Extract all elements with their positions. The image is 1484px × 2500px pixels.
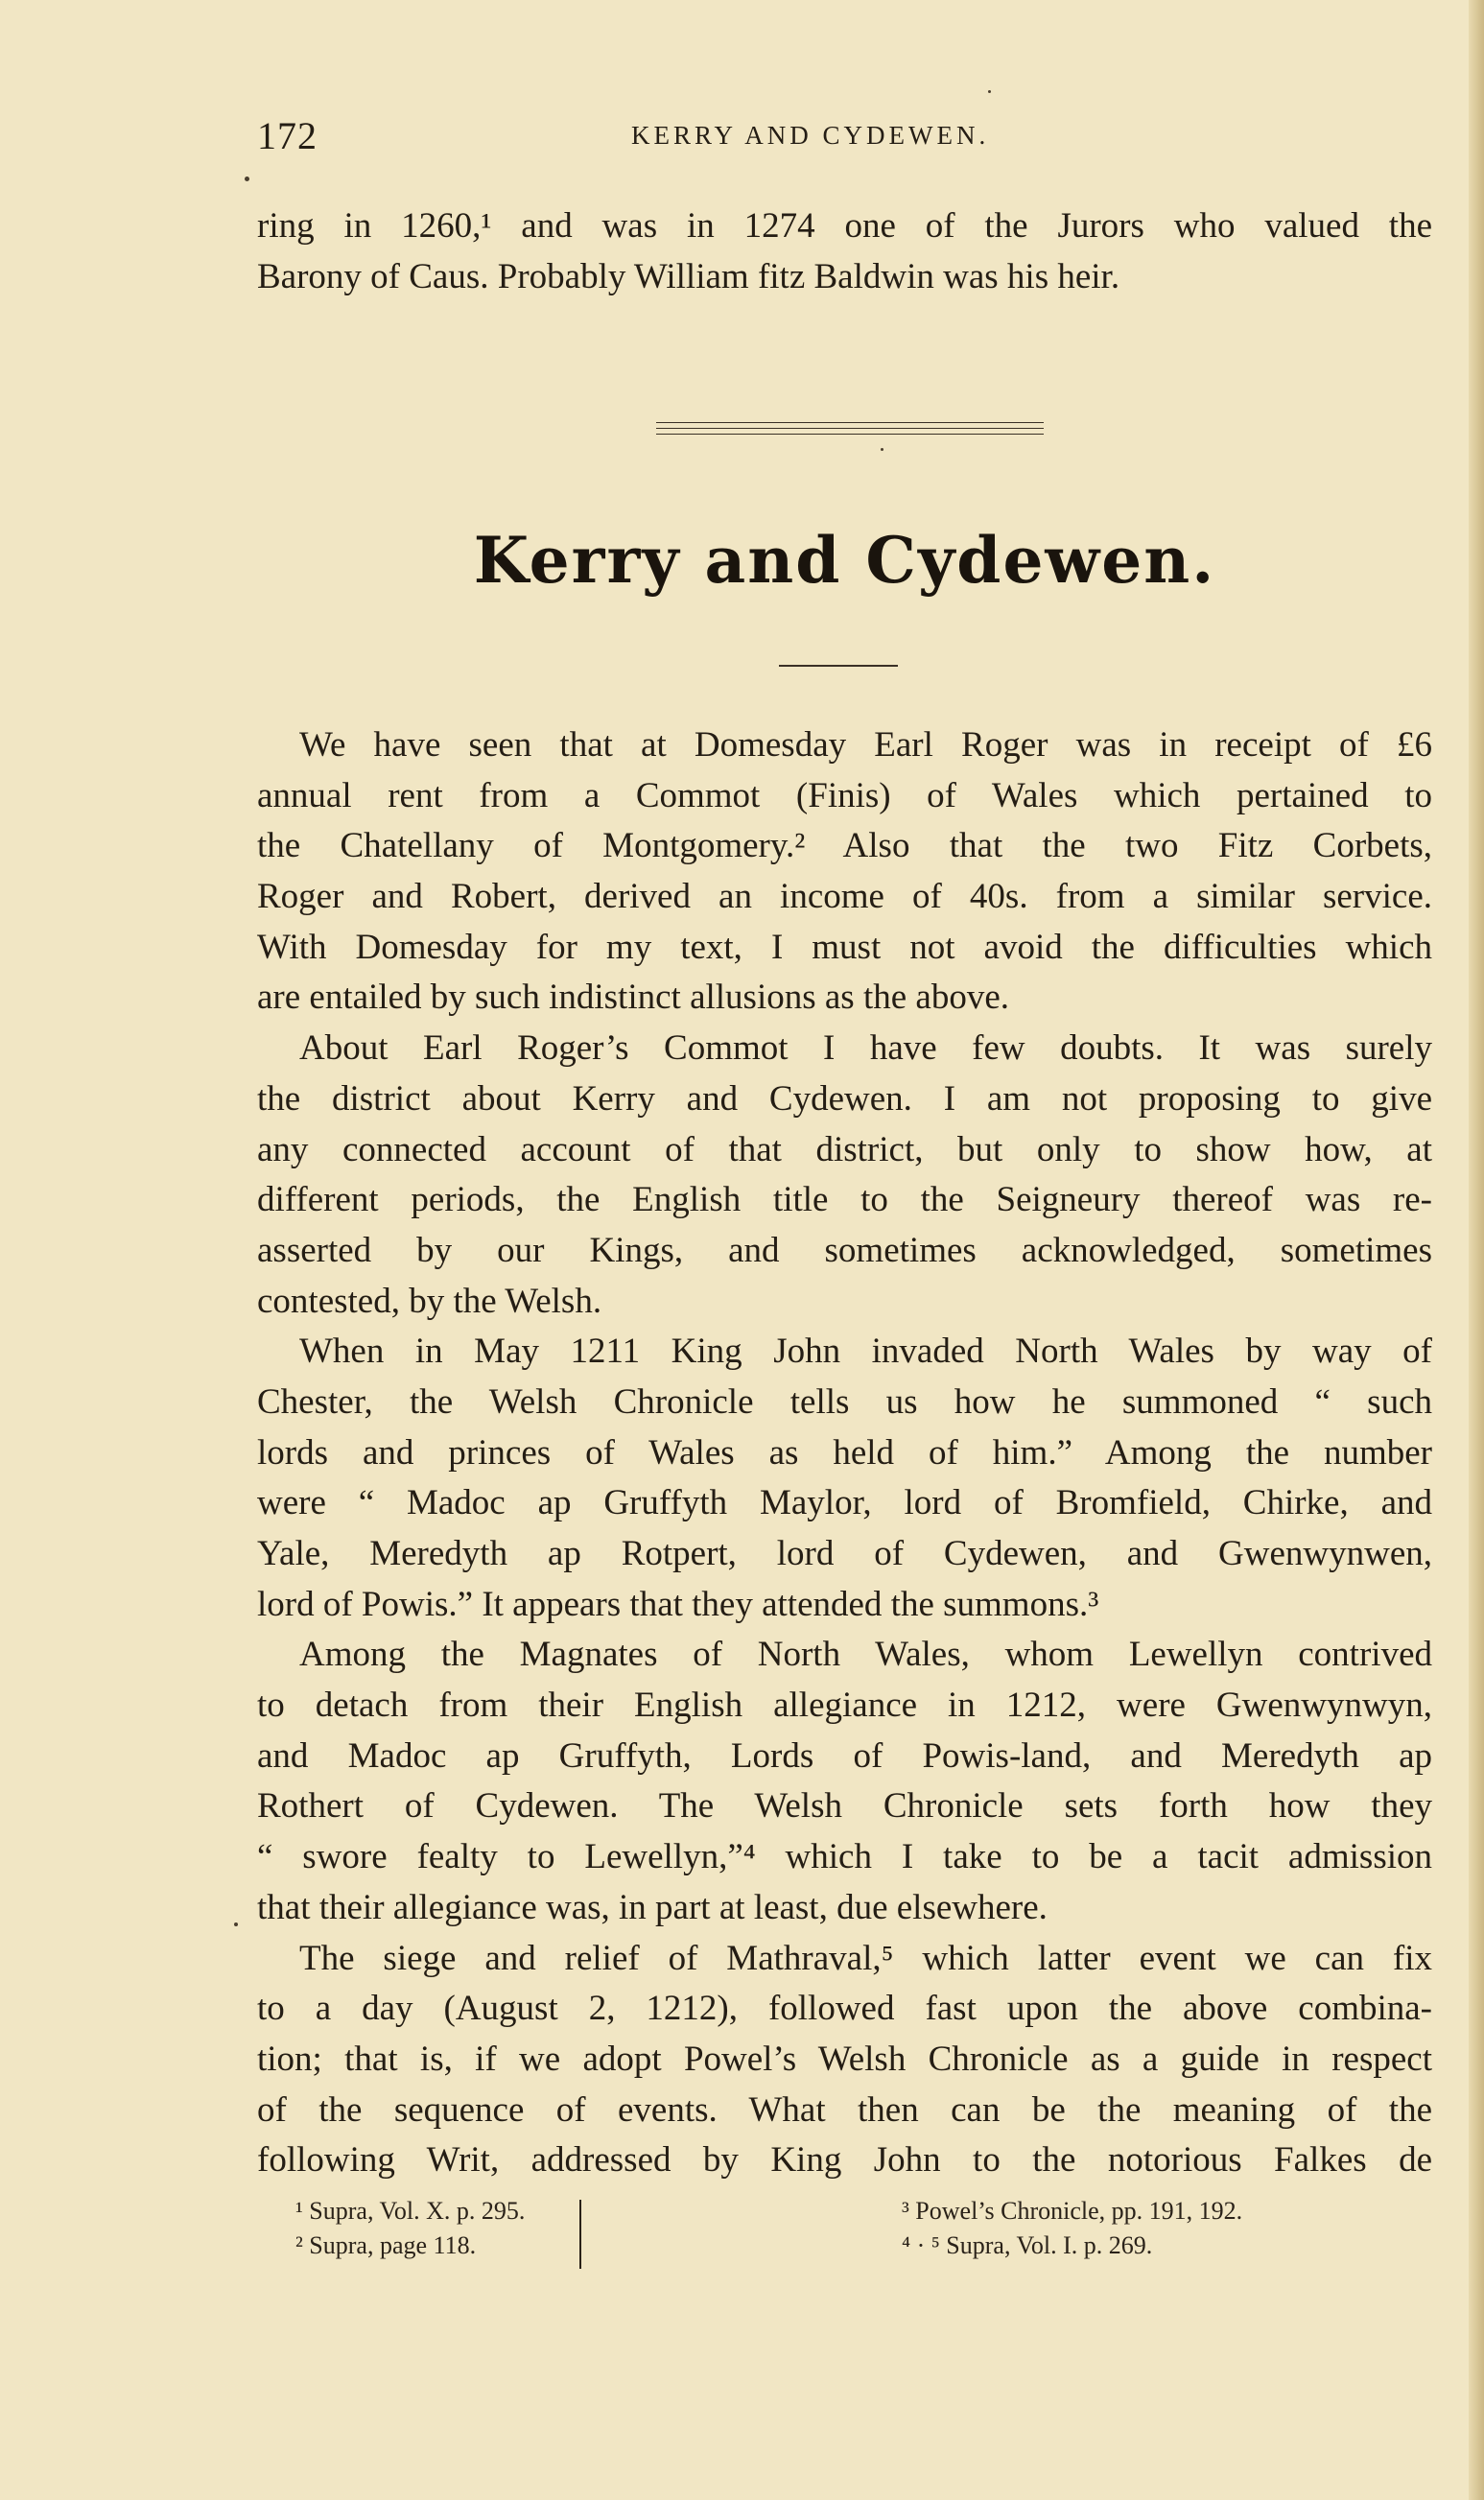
paper-speck xyxy=(988,90,991,93)
paper-speck xyxy=(234,1922,238,1926)
text-line: About Earl Roger’s Commot I have few doubts. It was surely xyxy=(299,1028,1432,1069)
text-line: Barony of Caus. Probably William fitz Baldwin was his heir. xyxy=(257,256,1120,296)
text-line: Roger and Robert, derived an income of 40s. from a similar service. xyxy=(257,877,1432,917)
text-line: to a day (August 2, 1212), followed fast upon the above combina- xyxy=(257,1989,1432,2029)
text-line: annual rent from a Commot (Finis) of Wales which pertained to xyxy=(257,775,1432,815)
continued-paragraph xyxy=(257,201,1432,302)
text-line: “ swore fealty to Lewellyn,”⁴ which I take to be a tacit admission xyxy=(257,1837,1432,1877)
footnote-2: ² Supra, page 118. xyxy=(295,2231,477,2259)
text-line: the Chatellany of Montgomery.² Also that the two Fitz Corbets, xyxy=(257,826,1432,866)
text-line: Yale, Meredyth ap Rotpert, lord of Cydewen, and Gwenwynwen, xyxy=(257,1534,1432,1573)
text-line: The siege and relief of Mathraval,⁵ which latter event we can fix xyxy=(299,1938,1432,1978)
page-header xyxy=(257,113,1432,171)
text-line: to detach from their English allegiance in 1212, were Gwenwynwyn, xyxy=(257,1686,1432,1726)
footnote-column-divider xyxy=(579,2200,581,2269)
text-line: following Writ, addressed by King John to the notorious Falkes de xyxy=(257,2140,1432,2181)
text-line: contested, by the Welsh. xyxy=(257,1281,602,1321)
text-line: Rothert of Cydewen. The Welsh Chronicle sets forth how they xyxy=(257,1786,1432,1827)
footnote-1: ¹ Supra, Vol. X. p. 295. xyxy=(295,2197,526,2225)
text-line: lord of Powis.” It appears that they attended the summons.³ xyxy=(257,1584,1099,1624)
text-line: ring in 1260,¹ and was in 1274 one of the Jurors who valued the xyxy=(257,206,1432,246)
page-number: 172 xyxy=(257,114,318,157)
text-line: Among the Magnates of North Wales, whom Lewellyn contrived xyxy=(299,1635,1432,1675)
text-line: lords and princes of Wales as held of him.” Among the number xyxy=(257,1432,1432,1473)
text-line: of the sequence of events. What then can be the meaning of the xyxy=(257,2089,1432,2130)
text-line: any connected account of that district, but only to show how, at xyxy=(257,1129,1432,1169)
text-line: With Domesday for my text, I must not avoid the difficulties which xyxy=(257,927,1432,967)
text-line: We have seen that at Domesday Earl Roger was in receipt of £6 xyxy=(299,725,1432,765)
section-heading: Kerry and Cydewen. xyxy=(473,523,1216,598)
page-edge xyxy=(1469,0,1484,2500)
footnote-4-5: ⁴ · ⁵ Supra, Vol. I. p. 269. xyxy=(902,2231,1153,2259)
paper-speck xyxy=(881,448,883,451)
text-line: Chester, the Welsh Chronicle tells us how he summoned “ such xyxy=(257,1381,1432,1422)
text-line: that their allegiance was, in part at least, due elsewhere. xyxy=(257,1887,1048,1927)
text-line: When in May 1211 King John invaded North Wales by way of xyxy=(299,1332,1432,1372)
section-divider xyxy=(656,422,1044,436)
text-line: different periods, the English title to the Seigneury thereof was re- xyxy=(257,1180,1432,1220)
text-line: were “ Madoc ap Gruffyth Maylor, lord of Bromfield, Chirke, and xyxy=(257,1483,1432,1523)
text-line: asserted by our Kings, and sometimes acknowledged, sometimes xyxy=(257,1230,1432,1270)
heading-rule xyxy=(779,665,898,667)
footnote-3: ³ Powel’s Chronicle, pp. 191, 192. xyxy=(902,2197,1243,2225)
text-line: the district about Kerry and Cydewen. I am not proposing to give xyxy=(257,1078,1432,1119)
text-line: and Madoc ap Gruffyth, Lords of Powis-land, and Meredyth ap xyxy=(257,1735,1432,1776)
paper-speck xyxy=(245,177,249,181)
text-line: tion; that is, if we adopt Powel’s Welsh Chronicle as a guide in respect xyxy=(257,2039,1432,2079)
running-head: KERRY AND CYDEWEN. xyxy=(631,121,990,150)
text-line: are entailed by such indistinct allusions as the above. xyxy=(257,978,1009,1018)
body-text xyxy=(257,720,1432,2186)
